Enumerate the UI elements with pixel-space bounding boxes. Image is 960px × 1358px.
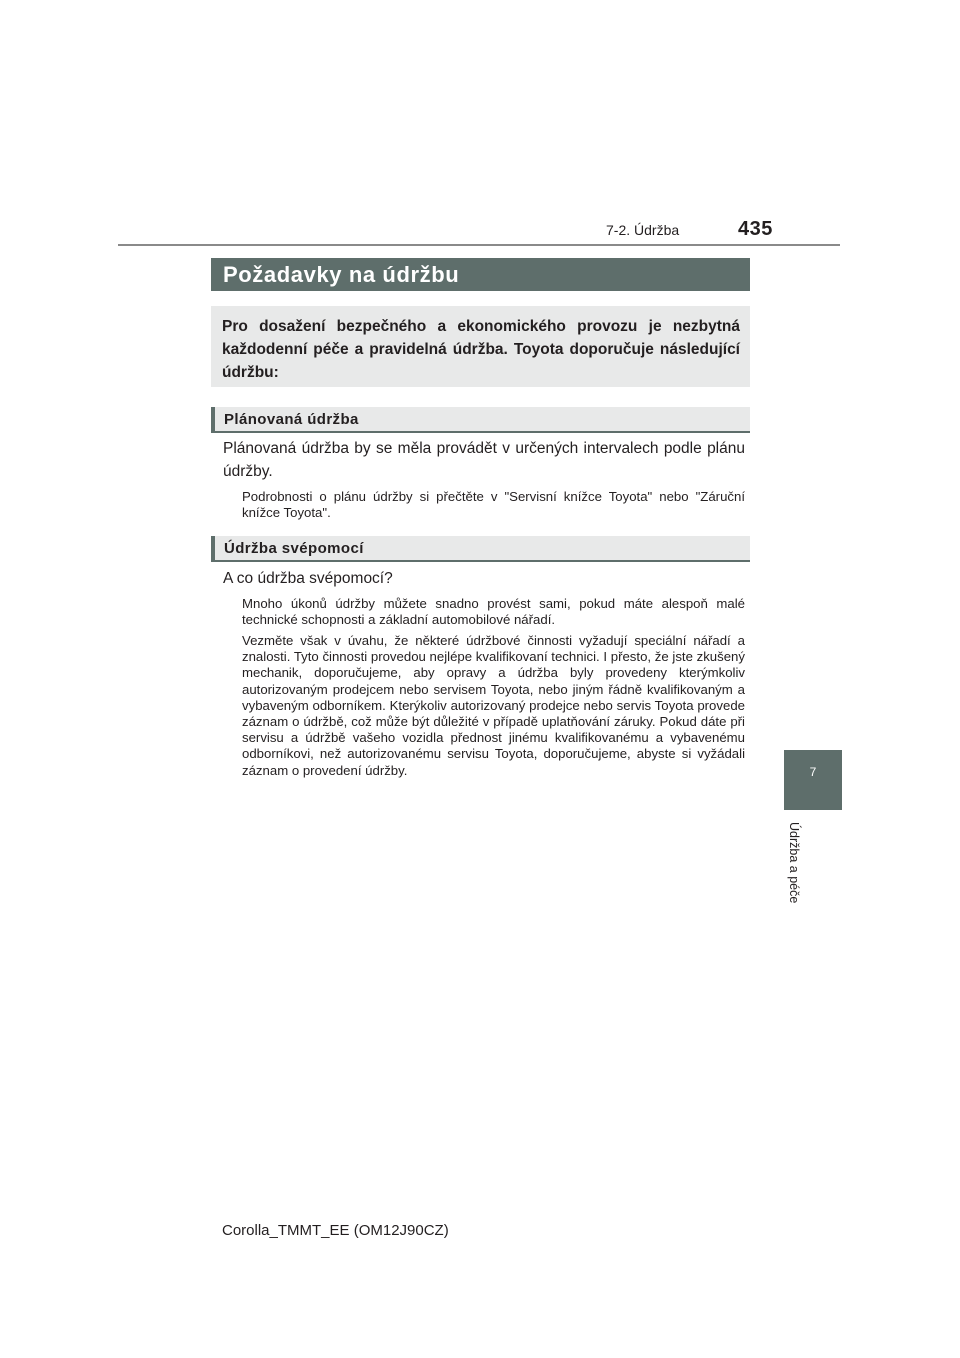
diy-maintenance-paragraph-1: Mnoho úkonů údržby můžete snadno provést sami, pokud máte alespoň malé technické schopnosti a základní automobilové nářadí. — [242, 596, 745, 628]
page-title: Požadavky na údržbu — [211, 258, 750, 291]
planned-maintenance-lead: Plánovaná údržba by se měla provádět v určených intervalech podle plánu údržby. — [223, 440, 745, 480]
subheading-planned-maintenance: Plánovaná údržba — [211, 407, 750, 433]
page-number: 435 — [738, 218, 773, 240]
intro-box: Pro dosažení bezpečného a ekonomického provozu je nezbytná každodenní péče a pravidelná údržba. Toyota doporučuje následující údržbu: — [211, 306, 750, 387]
chapter-tab: 7 — [784, 750, 842, 810]
footer-document-id: Corolla_TMMT_EE (OM12J90CZ) — [222, 1222, 449, 1239]
header-rule — [118, 244, 840, 246]
chapter-label: Údržba a péče — [787, 822, 801, 904]
diy-maintenance-paragraph-2: Vezměte však v úvahu, že některé údržbové činnosti vyžadují speciální nářadí a znalosti. Tyto činnosti provedou nejlépe kvalifikovaní technici. I přesto, že jste zkušený mechanik, doporučujeme, aby opravy a údržba byly provedeny kterýmkoliv autorizovaným prodejcem nebo servisem Toyota, nebo jiným řádně kvalifikovaným a vybaveným odborníkem. Kterýkoliv autorizovaný prodejce nebo servis Toyota provede záznam o údržbě, což může být důležité v případě uplatňování záruky. Pokud dáte při servisu a údržbě vašeho vozidla přednost jinému kvalifikovanému a vybavenému odborníkovi, než autorizovanému servisu Toyota, doporučujeme, abyste si vyžádali záznam o provedení údržby. — [242, 633, 745, 778]
subheading-diy-maintenance: Údržba svépomocí — [211, 536, 750, 562]
planned-maintenance-note: Podrobnosti o plánu údržby si přečtěte v "Servisní knížce Toyota" nebo "Záruční knížce Toyota". — [242, 489, 745, 521]
section-heading: 7-2. Údržba — [606, 222, 680, 238]
diy-maintenance-lead: A co údržba svépomocí? — [223, 570, 393, 587]
